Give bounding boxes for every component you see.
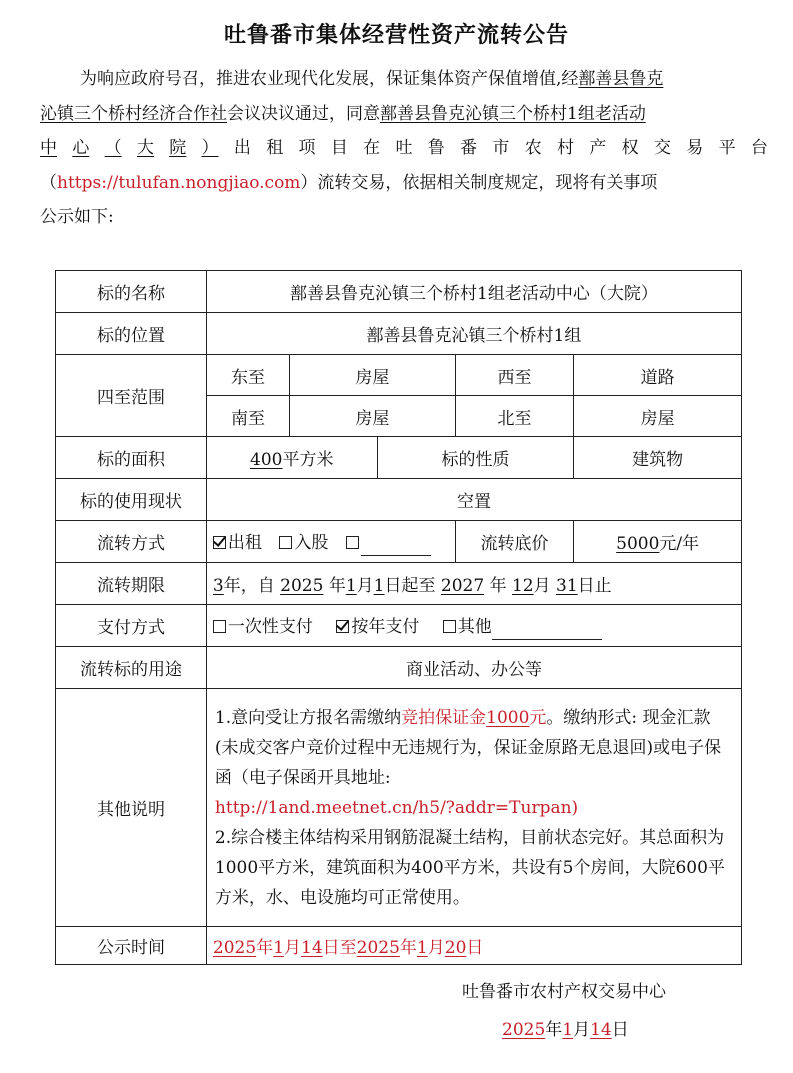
name-value: 鄯善县鲁克沁镇三个桥村1组老活动中心（大院）	[206, 271, 741, 313]
url-close: ）	[300, 172, 318, 193]
table-row	[56, 313, 742, 355]
item-name-char: 心	[72, 138, 90, 158]
rent-option-label: 出租	[227, 532, 262, 553]
intro-char: 鲁	[427, 138, 445, 158]
pub-text: 日至	[322, 938, 357, 958]
asset-info-table	[55, 270, 742, 965]
term-end-month: 12	[511, 576, 534, 596]
deposit-amount: 1000	[486, 707, 530, 728]
pub-end-month: 1	[416, 938, 428, 958]
intro-line-1	[40, 62, 768, 97]
intro-line-5	[40, 200, 768, 235]
notes-label: 其他说明	[56, 689, 207, 927]
notes-text: 。缴纳形式: 现金汇款(未成交客户竞价过程中无违规行为，保证金原路无息退回)或电子保函（电子保函开具地址:	[214, 707, 722, 788]
term-start-month: 1	[345, 576, 357, 596]
intro-char: 出	[233, 138, 251, 158]
rent-checkbox[interactable]	[213, 536, 226, 549]
price-value	[574, 521, 742, 563]
other-payment-checkbox[interactable]	[443, 620, 456, 633]
pub-text: 月	[427, 938, 445, 958]
notes-content	[206, 689, 741, 927]
issue-day: 14	[590, 1020, 612, 1040]
one-time-label: 一次性支付	[227, 616, 313, 637]
term-text: 日止	[577, 576, 612, 596]
term-text: 月	[533, 576, 551, 596]
intro-line-3	[40, 131, 768, 166]
area-number: 400	[250, 450, 283, 470]
purpose-label: 流转标的用途	[56, 647, 207, 689]
nature-value: 建筑物	[574, 437, 742, 479]
intro-char: 产	[589, 138, 607, 158]
pub-start-day: 14	[301, 938, 323, 958]
table-row	[56, 271, 742, 313]
boundary-label: 四至范围	[56, 355, 207, 437]
term-text: 月	[356, 576, 374, 596]
pub-end-day: 20	[444, 938, 467, 958]
term-label: 流转期限	[56, 563, 207, 605]
issuer-name: 吐鲁番市农村产权交易中心	[462, 982, 666, 1002]
publicity-label: 公示时间	[56, 927, 207, 965]
table-row	[56, 689, 742, 927]
term-end-day: 31	[556, 576, 578, 596]
other-method-checkbox[interactable]	[346, 536, 359, 549]
intro-char: 番	[460, 138, 478, 158]
west-label: 西至	[455, 355, 574, 396]
intro-char: 目	[330, 138, 348, 158]
south-value: 房屋	[290, 396, 455, 437]
north-value: 房屋	[574, 396, 742, 437]
term-text: 年，自	[223, 576, 275, 596]
other-payment-blank[interactable]	[492, 619, 602, 640]
page-title: 吐鲁番市集体经营性资产流转公告	[223, 23, 569, 48]
url-open: （	[40, 172, 57, 193]
intro-char: 在	[363, 138, 381, 158]
table-row	[56, 605, 742, 647]
name-label: 标的名称	[56, 271, 207, 313]
north-label: 北至	[455, 396, 574, 437]
other-payment-label: 其他	[457, 616, 492, 637]
pub-end-year: 2025	[356, 938, 400, 958]
cooperative-name: 鄯善县鲁克	[578, 69, 664, 89]
e-guarantee-link[interactable]: http://1and.meetnet.cn/h5/?addr=Turpan)	[214, 797, 579, 818]
nature-label: 标的性质	[377, 437, 574, 479]
issue-date	[502, 1015, 629, 1040]
item-name-char: （	[104, 138, 122, 158]
issue-month: 1	[562, 1020, 574, 1040]
term-end-year: 2027	[440, 576, 485, 596]
location-value: 鄯善县鲁克沁镇三个桥村1组	[206, 313, 741, 355]
item-name-char: 大	[136, 138, 154, 158]
intro-line-2	[40, 97, 768, 132]
cooperative-name-cont: 沁镇三个桥村经济合作社	[40, 103, 227, 124]
intro-char: 权	[621, 138, 639, 158]
payment-label: 支付方式	[56, 605, 207, 647]
intro-paragraph	[40, 62, 768, 235]
pub-text: 月	[284, 938, 302, 958]
intro-char: 项	[298, 138, 316, 158]
price-label: 流转底价	[455, 521, 574, 563]
intro-text: 流转交易，依据相关制度规定，现将有关事项	[317, 172, 658, 193]
notes-text: 2.综合楼主体结构采用钢筋混凝土结构，目前状态完好。其总面积为1000平方米，建筑面积为400平方米，共设有5个房间，大院600平方米，水、电设施均可正常使用。	[214, 827, 725, 908]
area-label: 标的面积	[56, 437, 207, 479]
table-row	[56, 563, 742, 605]
issue-text: 月	[573, 1020, 591, 1040]
pub-start-month: 1	[273, 938, 285, 958]
intro-char: 吐	[395, 138, 413, 158]
term-text: 年	[489, 576, 507, 596]
intro-char: 台	[750, 138, 768, 158]
intro-char: 村	[557, 138, 574, 158]
notes-text: 1.意向受让方报名需缴纳	[214, 707, 402, 728]
issue-year: 2025	[502, 1020, 546, 1040]
area-value	[206, 437, 377, 479]
pub-start-year: 2025	[212, 938, 257, 958]
term-value	[206, 563, 741, 605]
platform-url-link[interactable]: https://tulufan.nongjiao.com	[57, 172, 301, 193]
intro-char: 平	[718, 138, 736, 158]
table-row	[56, 521, 742, 563]
purpose-value: 商业活动、办公等	[206, 647, 741, 689]
term-years: 3	[212, 576, 224, 596]
west-value: 道路	[574, 355, 742, 396]
term-start-day: 1	[373, 576, 385, 596]
price-unit: 元/年	[659, 534, 700, 554]
term-text: 日起至	[384, 576, 436, 596]
location-label: 标的位置	[56, 313, 207, 355]
intro-text: 为响应政府号召，推进农业现代化发展，保证集体资产保值增值,经	[80, 69, 579, 89]
intro-char: 交	[653, 138, 671, 158]
east-value: 房屋	[290, 355, 455, 396]
one-time-checkbox[interactable]	[213, 620, 226, 633]
method-options	[206, 521, 455, 563]
status-label: 标的使用现状	[56, 479, 207, 521]
pub-text: 年	[256, 938, 274, 958]
item-name-char: 院	[169, 138, 187, 158]
share-checkbox[interactable]	[279, 536, 292, 549]
intro-text: 公示如下:	[40, 207, 114, 227]
item-name: 鄯善县鲁克沁镇三个桥村1组老活动	[380, 103, 646, 124]
payment-options	[206, 605, 741, 647]
item-name-char: ）	[201, 138, 219, 158]
deposit-label: 竞拍保证金	[401, 707, 487, 728]
table-row	[56, 437, 742, 479]
share-option-label: 入股	[294, 532, 329, 553]
issue-text: 日	[611, 1020, 629, 1040]
other-method-blank[interactable]	[361, 535, 431, 556]
issue-text: 年	[545, 1020, 563, 1040]
yearly-checkbox[interactable]	[336, 620, 349, 633]
deposit-unit: 元	[529, 707, 547, 728]
yearly-label: 按年支付	[351, 616, 420, 637]
intro-char: 市	[492, 138, 510, 158]
table-row	[56, 927, 742, 965]
intro-char: 农	[524, 138, 542, 158]
pub-text: 日	[466, 938, 484, 958]
status-value: 空置	[206, 479, 741, 521]
south-label: 南至	[206, 396, 289, 437]
intro-char: 租	[266, 138, 284, 158]
term-text: 年	[328, 576, 346, 596]
east-label: 东至	[206, 355, 289, 396]
table-row	[56, 479, 742, 521]
publicity-value	[206, 927, 741, 965]
item-name-char: 中	[40, 138, 57, 158]
price-number: 5000	[616, 534, 660, 554]
intro-text: 会议决议通过，同意	[227, 103, 380, 124]
table-row	[56, 355, 742, 396]
intro-line-4	[40, 166, 768, 201]
term-start-year: 2025	[280, 576, 324, 596]
area-unit: 平方米	[282, 450, 334, 470]
intro-char: 易	[686, 138, 704, 158]
pub-text: 年	[399, 938, 417, 958]
table-row	[56, 647, 742, 689]
method-label: 流转方式	[56, 521, 207, 563]
